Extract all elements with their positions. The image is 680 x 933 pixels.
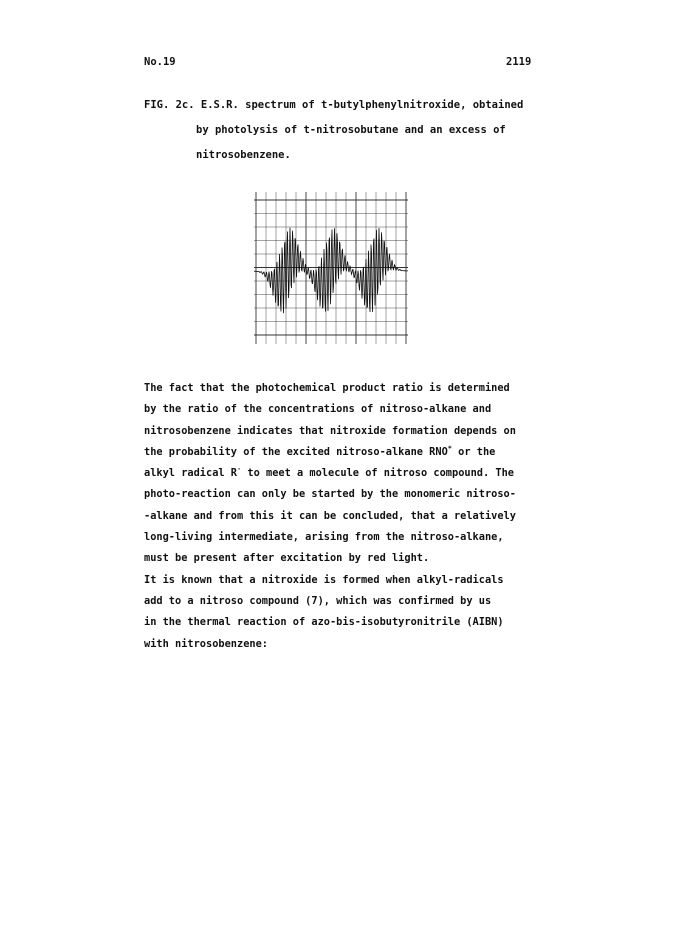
body-line: add to a nitroso compound (7), which was confirmed by us bbox=[144, 594, 492, 607]
body-line: The fact that the photochemical product ratio is determined bbox=[144, 382, 510, 394]
esr-spectrum-figure bbox=[254, 192, 408, 344]
journal-number: No.19 bbox=[144, 56, 176, 68]
body-line: by the ratio of the concentrations of nitroso-alkane and bbox=[144, 403, 492, 416]
body-line: nitrosobenzene indicates that nitroxide formation depends on bbox=[144, 424, 516, 437]
figure-caption-line-2: by photolysis of t-nitrosobutane and an excess of bbox=[196, 124, 506, 136]
body-line bbox=[144, 442, 544, 463]
body-line: -alkane and from this it can be concluded, that a relatively bbox=[144, 509, 516, 522]
figure-caption-line-3: nitrosobenzene. bbox=[196, 149, 291, 161]
body-line-tail: or the bbox=[451, 445, 496, 458]
body-line-text: the probability of the excited nitroso-alkane RNO bbox=[144, 445, 448, 458]
page-number: 2119 bbox=[506, 56, 532, 68]
body-line bbox=[144, 463, 544, 484]
body-line: long-living intermediate, arising from the nitroso-alkane, bbox=[144, 531, 504, 544]
body-line: in the thermal reaction of azo-bis-isobutyronitrile (AIBN) bbox=[144, 616, 504, 629]
body-line-tail: to meet a molecule of nitroso compound. The bbox=[241, 467, 514, 480]
body-line: must be present after excitation by red light. bbox=[144, 552, 430, 565]
body-line-text: alkyl radical R bbox=[144, 467, 237, 480]
figure-caption-line-1: FIG. 2c. E.S.R. spectrum of t-butylphenylnitroxide, obtained bbox=[144, 99, 524, 111]
radical-dot: · bbox=[237, 465, 242, 474]
body-paragraph bbox=[144, 378, 544, 655]
body-line: with nitrosobenzene: bbox=[144, 637, 268, 650]
superscript-asterisk: * bbox=[447, 444, 452, 453]
body-line: It is known that a nitroxide is formed when alkyl-radicals bbox=[144, 573, 504, 586]
body-line: photo-reaction can only be started by the monomeric nitroso- bbox=[144, 488, 516, 501]
